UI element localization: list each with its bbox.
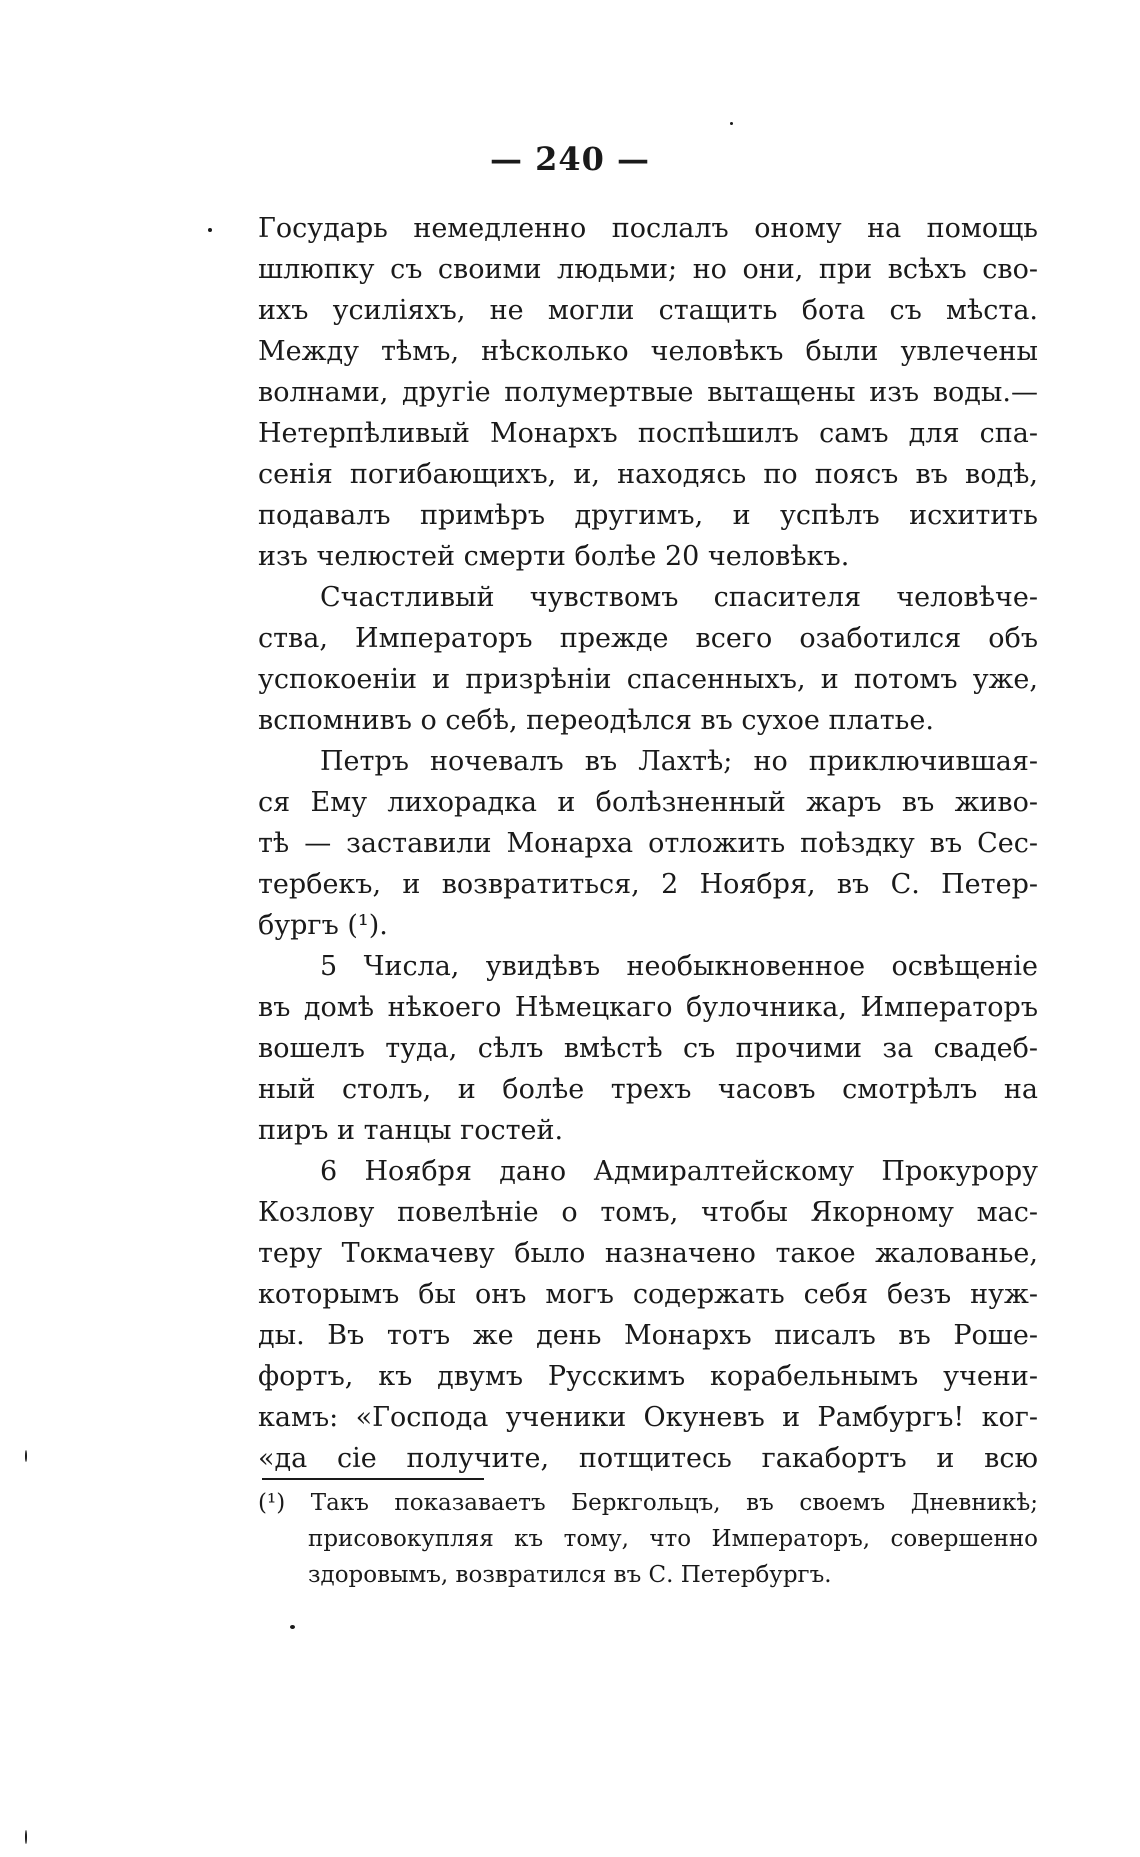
page-number: — 240 — <box>489 140 651 178</box>
text-line: ся Ему лихорадка и болѣзненный жаръ въ живо- <box>258 787 1038 818</box>
text-line: тѣ — заставили Монарха отложить поѣздку въ Сес- <box>258 828 1038 859</box>
ink-speck <box>25 1830 27 1844</box>
text-line: ный столъ, и болѣе трехъ часовъ смотрѣлъ на <box>258 1074 1038 1105</box>
paragraph-first-line: 6 Ноября дано Адмиралтейскому Прокурору <box>320 1156 1038 1187</box>
text-line: изъ челюстей смерти болѣе 20 человѣкъ. <box>258 541 850 572</box>
text-line: волнами, другіе полумертвые вытащены изъ воды.— <box>258 377 1038 408</box>
text-line: пиръ и танцы гостей. <box>258 1115 564 1146</box>
text-line: тербекъ, и возвратиться, 2 Ноября, въ С. Петер- <box>258 869 1038 900</box>
ink-speck <box>208 228 212 232</box>
text-line: Между тѣмъ, нѣсколько человѣкъ были увлечены <box>258 336 1038 367</box>
text-line: шлюпку съ своими людьми; но они, при всѣхъ сво- <box>258 254 1038 285</box>
paragraph-first-line: Счастливый чувствомъ спасителя человѣче- <box>320 582 1038 613</box>
text-line: въ домѣ нѣкоего Нѣмецкаго булочника, Императоръ <box>258 992 1038 1023</box>
text-line: сенія погибающихъ, и, находясь по поясъ въ водѣ, <box>258 459 1038 490</box>
footnote-line: присовокупляя къ тому, что Императоръ, совершенно <box>308 1526 1038 1552</box>
text-line: Государь немедленно послалъ оному на помощь <box>258 213 1038 244</box>
footnote-line: здоровымъ, возвратился въ С. Петербургъ. <box>308 1562 832 1588</box>
paragraph-first-line: 5 Числа, увидѣвъ необыкновенное освѣщеніе <box>320 951 1038 982</box>
footnote-line: (¹) Такъ показаваетъ Беркгольцъ, въ своемъ Дневникѣ; <box>258 1490 1038 1516</box>
paragraph-first-line: Петръ ночевалъ въ Лахтѣ; но приключившая- <box>320 746 1038 777</box>
ink-speck <box>730 122 733 125</box>
text-line: фортъ, къ двумъ Русскимъ корабельнымъ учени- <box>258 1361 1038 1392</box>
text-line: подавалъ примѣръ другимъ, и успѣлъ исхитить <box>258 500 1038 531</box>
ink-speck <box>25 1450 27 1462</box>
text-line: «да сіе получите, потщитесь гакабортъ и всю <box>258 1443 1038 1474</box>
footnote-divider <box>262 1478 484 1480</box>
text-line: теру Токмачеву было назначено такое жалованье, <box>258 1238 1038 1269</box>
text-line: вспомнивъ о себѣ, переодѣлся въ сухое платье. <box>258 705 934 736</box>
text-line: Нетерпѣливый Монархъ поспѣшилъ самъ для спа- <box>258 418 1038 449</box>
text-line: Козлову повелѣніе о томъ, чтобы Якорному мас- <box>258 1197 1038 1228</box>
footnote <box>258 1485 1038 1593</box>
text-line: ды. Въ тотъ же день Монархъ писалъ въ Роше- <box>258 1320 1038 1351</box>
ink-speck <box>290 1625 295 1629</box>
text-line: бургъ (¹). <box>258 910 388 941</box>
text-line: которымъ бы онъ могъ содержать себя безъ нуж- <box>258 1279 1038 1310</box>
text-line: вошелъ туда, сѣлъ вмѣстѣ съ прочими за свадеб- <box>258 1033 1038 1064</box>
text-line: успокоеніи и призрѣніи спасенныхъ, и потомъ уже, <box>258 664 1038 695</box>
body-text <box>258 208 1038 1479</box>
text-line: ихъ усиліяхъ, не могли стащить бота съ мѣста. <box>258 295 1038 326</box>
text-line: камъ: «Господа ученики Окуневъ и Рамбургъ! ког- <box>258 1402 1038 1433</box>
text-line: ства, Императоръ прежде всего озаботился объ <box>258 623 1038 654</box>
